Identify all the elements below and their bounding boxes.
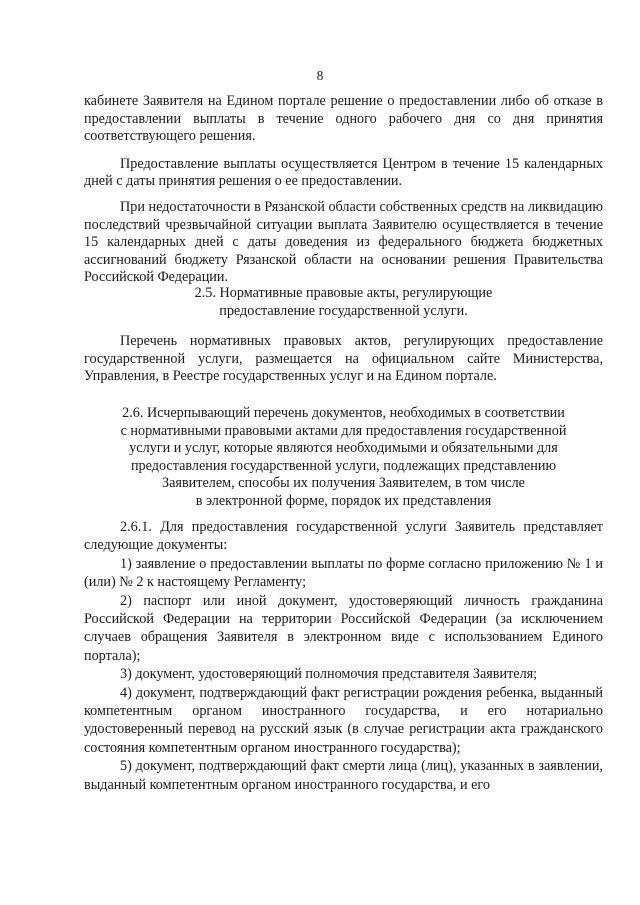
section-heading-2-5 [84,285,603,320]
paragraph-payment-term: Предоставление выплаты осуществляется Центром в течение 15 календарных дней с даты принятия решения о ее предоставлении. [84,155,603,190]
heading-line: в электронной форме, порядок их представления [195,492,492,509]
page-number: 8 [316,68,324,83]
paragraph-legal-acts-list: Перечень нормативных правовых актов, регулирующих предоставление государственной услуги, размещается на официальном сайте Министерства, Управления, в Реестре государственных услуг и на Едином портале. [84,333,603,385]
heading-line: 2.5. Нормативные правовые акты, регулирующие [194,285,493,301]
list-item: 5) документ, подтверждающий факт смерти лица (лиц), указанных в заявлении, выданный компетентным органом иностранного государства, и его [84,758,603,793]
heading-line: предоставления государственной услуги, подлежащих представлению [130,457,557,474]
heading-line: с нормативными правовыми актами для предоставления государственной [120,422,567,439]
heading-line: услуги и услуг, которые являются необходимыми и обязательными для [129,440,558,457]
list-item: 3) документ, удостоверяющий полномочия представителя Заявителя; [120,666,538,683]
heading-line: предоставление государственной услуги. [219,302,468,319]
list-item: 2) паспорт или иной документ, удостоверяющий личность гражданина Российской Федерации на территории Российской Федерации (за исключением случаев обращения Заявителя в электронном виде с использованием Единого портала); [84,592,603,664]
paragraph-decision-notice: кабинете Заявителя на Едином портале решение о предоставлении либо об отказе в предоставлении выплаты в течение одного рабочего дня со дня принятия соответствующего решения. [84,93,603,145]
list-item: 4) документ, подтверждающий факт регистрации рождения ребенка, выданный компетентным органом иностранного государства, и его нотариально удостоверенный перевод на русский язык (в случае регистрации акта гражданского состояния компетентным органом иностранного государства); [84,684,603,756]
heading-line: Заявителем, способы их получения Заявителем, в том числе [162,475,525,492]
paragraph-insufficient-funds: При недостаточности в Рязанской области собственных средств на ликвидацию последствий чрезвычайной ситуации выплата Заявителю осуществляется в течение 15 календарных дней с даты доведения из федерального бюджета бюджетных ассигнований бюджету Рязанской области на основании решения Правительства Российской Федерации. [84,198,603,286]
heading-line: 2.6. Исчерпывающий перечень документов, необходимых в соответствии [122,405,565,421]
section-2-5-body [84,333,603,386]
section-2-6-1-body [84,518,603,794]
paragraph-documents-intro: 2.6.1. Для предоставления государственной услуги Заявитель представляет следующие документы: [84,519,603,554]
section-2-4-continuation [84,93,603,287]
list-item: 1) заявление о предоставлении выплаты по форме согласно приложению № 1 и (или) № 2 к настоящему Регламенту; [84,555,603,591]
section-heading-2-6 [84,405,603,511]
